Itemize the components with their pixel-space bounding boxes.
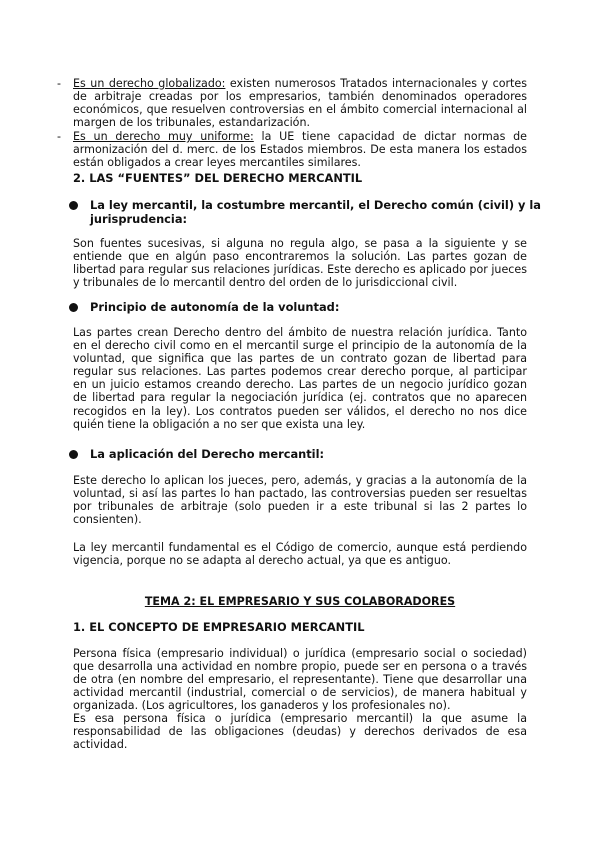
chapter-title: TEMA 2: EL EMPRESARIO Y SUS COLABORADORES bbox=[144, 595, 456, 608]
section-heading: 1. EL CONCEPTO DE EMPRESARIO MERCANTIL bbox=[73, 620, 365, 634]
paragraph: Las partes crean Derecho dentro del ámbito de nuestra relación jurídica. Tanto en el derecho civil como en el mercantil surge el principio de la autonomía de la voluntad, que significa que las partes de un contrato gozan de libertad para regular sus relaciones. Las partes podemos crear derecho porque, al participar en un juicio estamos creando derecho. Las partes de un negocio jurídico gozan de libertad para regular la negociación jurídica (ej. contratos que no aparecen recogidos en la ley). Los contratos pueden ser válidos, el derecho no nos dice quién tiene la obligación a no ser que exista una ley. bbox=[73, 326, 527, 431]
list-item-term: Es un derecho muy uniforme: bbox=[73, 130, 254, 143]
paragraph: La ley mercantil fundamental es el Código de comercio, aunque está perdiendo vigencia, porque no se adapta al derecho actual, ya que es antiguo. bbox=[73, 541, 527, 568]
dash-marker: - bbox=[57, 130, 62, 143]
subheading-text: Principio de autonomía de la voluntad: bbox=[90, 300, 340, 314]
bullet-icon bbox=[69, 303, 78, 312]
dash-marker: - bbox=[57, 77, 62, 90]
paragraph: Son fuentes sucesivas, si alguna no regula algo, se pasa a la siguiente y se entiende que en algún paso encontraremos la solución. Las partes gozan de libertad para regular sus relaciones jurídicas. Este derecho es aplicado por jueces y tribunales de lo mercantil dentro del orden de lo jurisdiccional civil. bbox=[73, 237, 527, 290]
list-item-term: Es un derecho globalizado: bbox=[73, 77, 226, 90]
paragraph: Es esa persona física o jurídica (empresario mercantil) la que asume la responsabilidad de las obligaciones (deudas) y derechos derivados de esa actividad. bbox=[73, 712, 527, 752]
list-item-text: existen numerosos Tratados internacionales y cortes de arbitraje creadas por los empresarios, también denominados operadores económicos, que resuelven controversias en el ámbito comercial internacional al margen de los tribunales, estandarización. bbox=[73, 77, 527, 130]
subheading bbox=[73, 198, 544, 226]
bullet-icon bbox=[69, 450, 78, 459]
list-item bbox=[57, 77, 527, 130]
subheading bbox=[73, 300, 544, 314]
list-item-text: la UE tiene capacidad de dictar normas de armonización del d. merc. de los Estados miembros. De esta manera los estados están obligados a crear leyes mercantiles similares. bbox=[73, 130, 527, 170]
section-heading: 2. LAS “FUENTES” DEL DERECHO MERCANTIL bbox=[73, 171, 363, 185]
list-item bbox=[57, 130, 527, 170]
subheading-text: La aplicación del Derecho mercantil: bbox=[90, 447, 325, 461]
bullet-icon bbox=[69, 201, 78, 210]
paragraph: Este derecho lo aplican los jueces, pero, además, y gracias a la autonomía de la voluntad, si así las partes lo han pactado, las controversias pueden ser resueltas por tribunales de arbitraje (solo pueden ir a este tribunal si las 2 partes lo consienten). bbox=[73, 474, 527, 527]
paragraph: Persona física (empresario individual) o jurídica (empresario social o sociedad) que desarrolla una actividad en nombre propio, puede ser en persona o a través de otra (en nombre del empresario, el representante). Tiene que desarrollar una actividad mercantil (industrial, comercial o de servicios), de manera habitual y organizada. (Los agricultores, los ganaderos y los profesionales no). bbox=[73, 647, 527, 713]
subheading bbox=[73, 447, 544, 461]
subheading-text: La ley mercantil, la costumbre mercantil, el Derecho común (civil) y la jurisprudencia: bbox=[90, 198, 541, 226]
